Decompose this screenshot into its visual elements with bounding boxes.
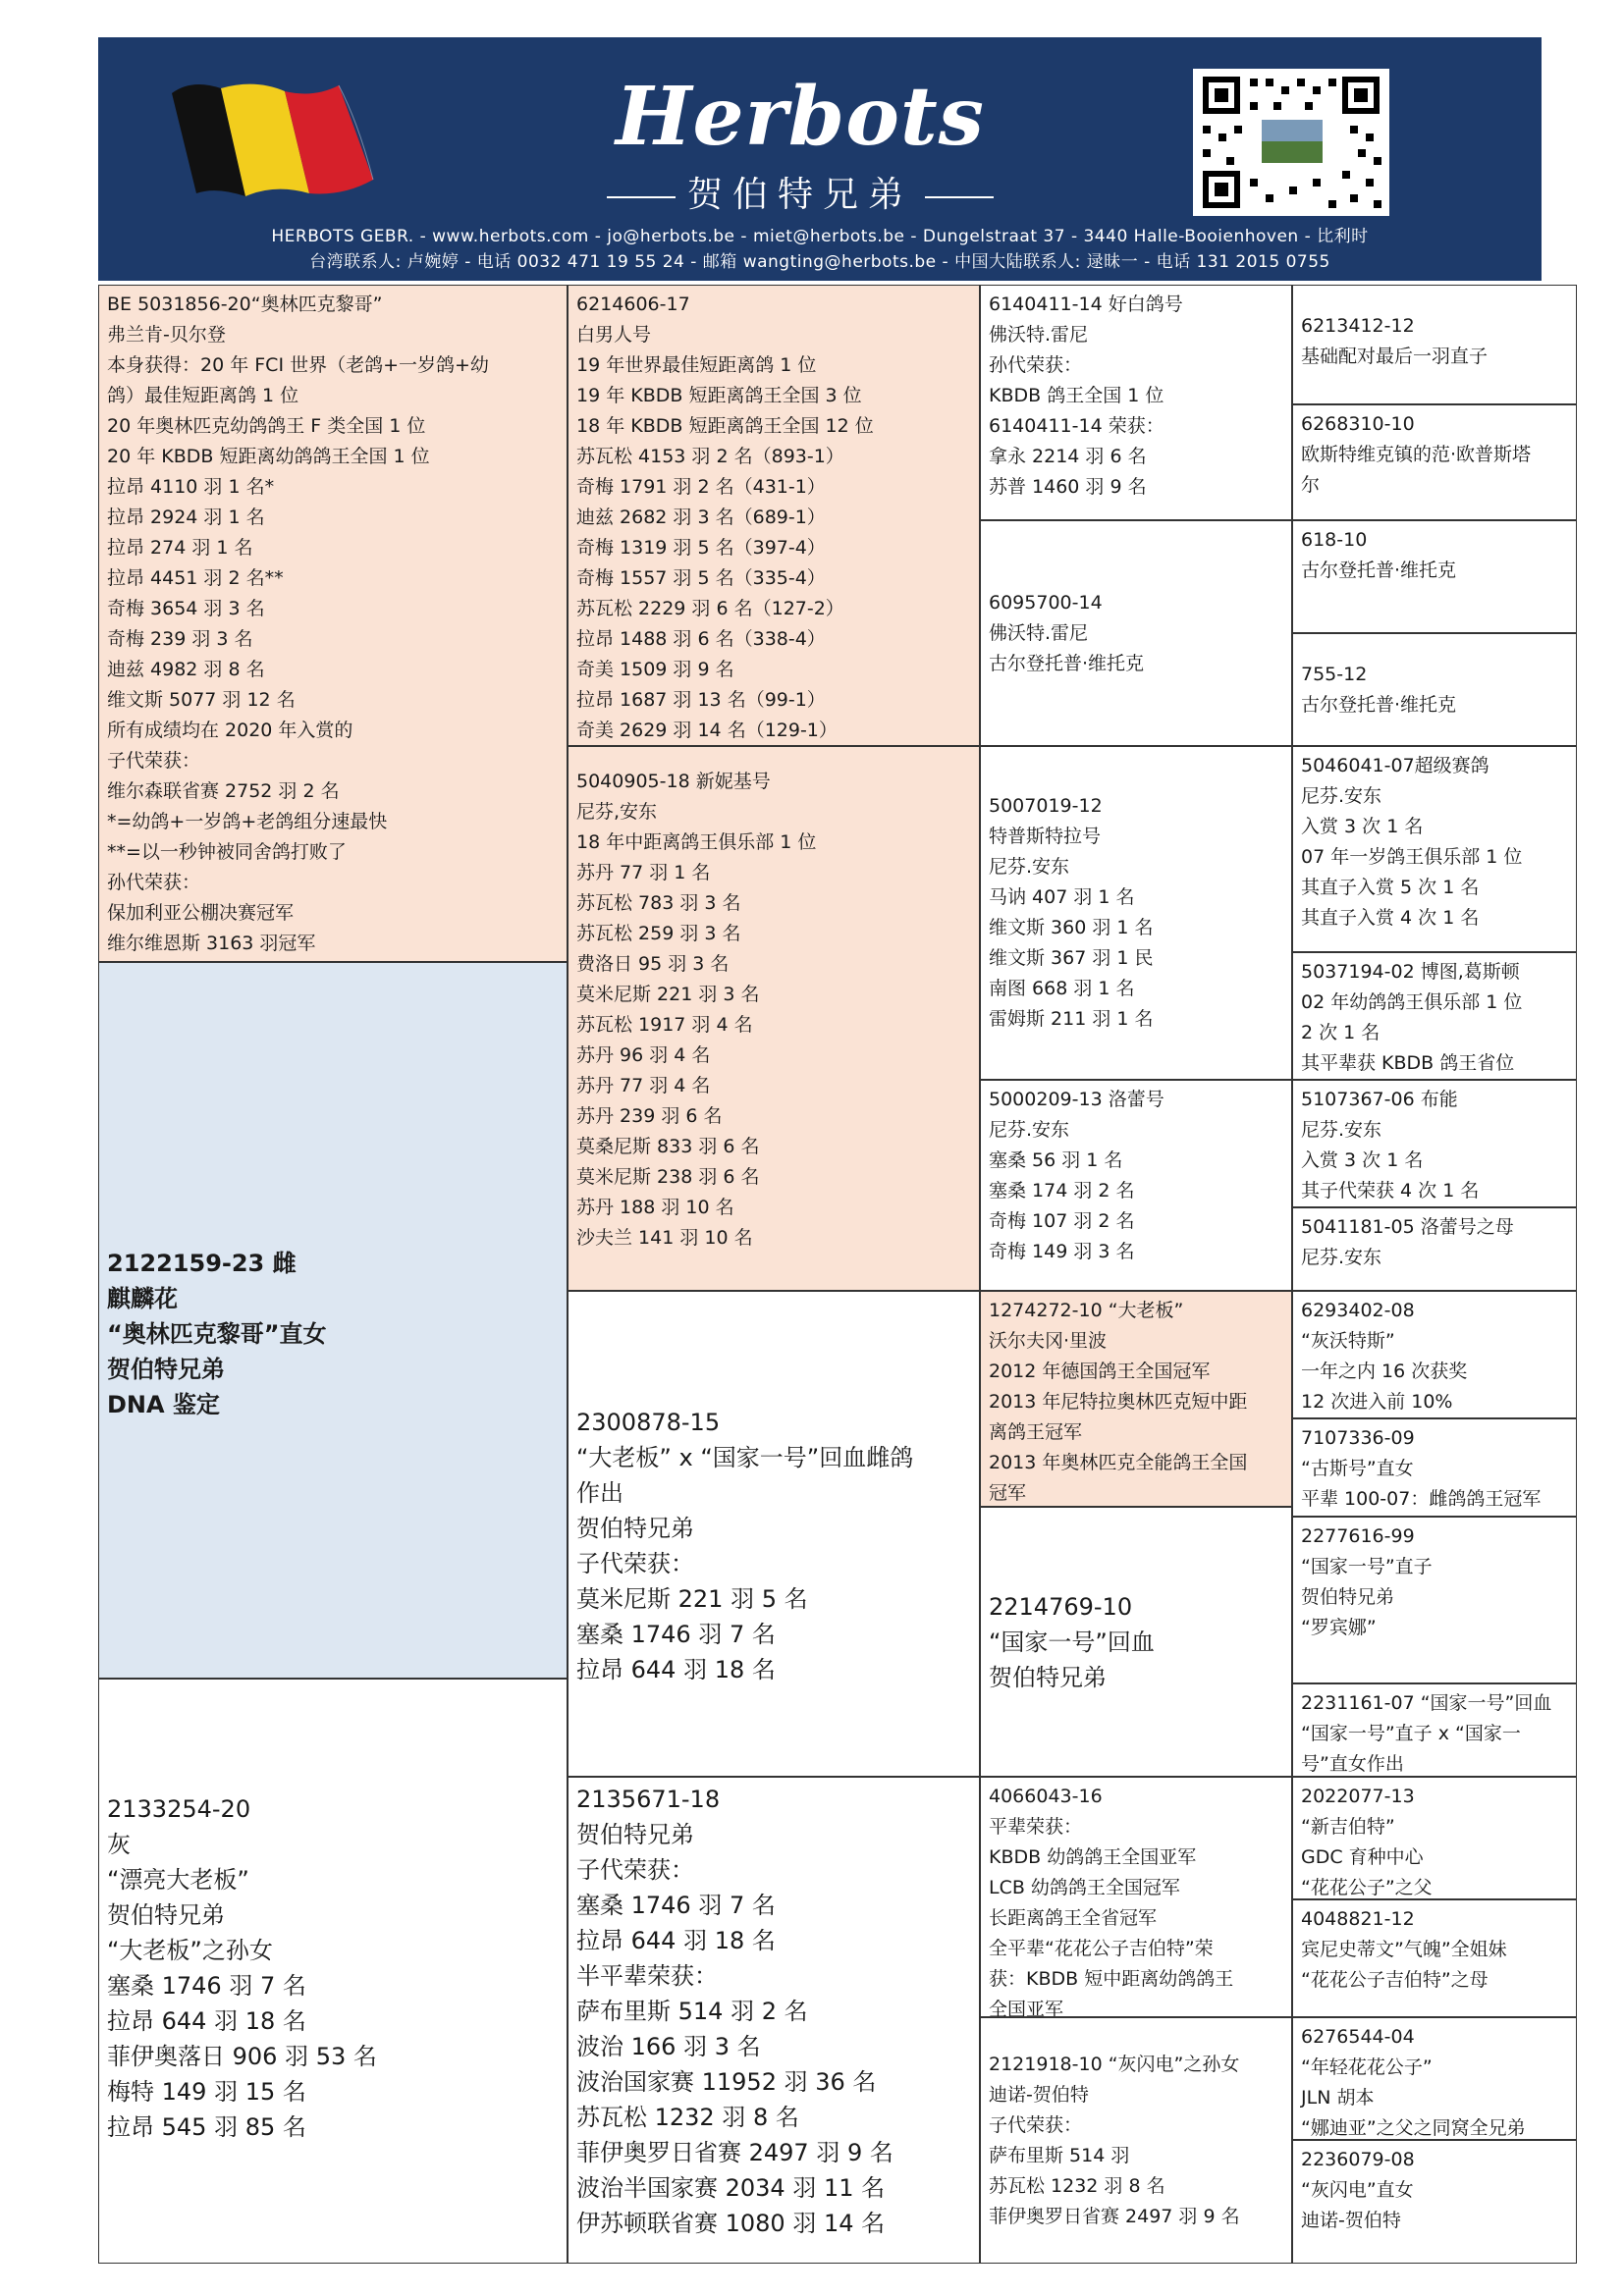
pedigree-line: 4048821-12 xyxy=(1301,1908,1415,1930)
pedigree-line: “国家一号”直子 xyxy=(1301,1556,1433,1577)
pedigree-line: 所有成绩均在 2020 年入赏的 xyxy=(107,720,353,741)
pedigree-line: 本身获得：20 年 FCI 世界（老鸽+一岁鸽+幼 xyxy=(107,354,489,376)
pedigree-line: 尼芬.安东 xyxy=(1301,1119,1382,1141)
pedigree-line: 苏丹 77 羽 4 名 xyxy=(576,1075,711,1096)
pedigree-line: 平辈荣获： xyxy=(989,1816,1083,1838)
g15-cell xyxy=(1292,2017,1577,2140)
pedigree-line: 长距离鸽王全省冠军 xyxy=(989,1907,1158,1929)
dsd-cell xyxy=(980,1507,1292,1777)
pedigree-line: 奇梅 3654 羽 3 名 xyxy=(107,598,265,619)
g5-cell xyxy=(1292,746,1577,952)
pedigree-line: “娜迪亚”之父之同窝全兄弟 xyxy=(1301,2117,1526,2139)
pedigree-line: 2 次 1 名 xyxy=(1301,1022,1380,1043)
pedigree-line: 奇美 2629 羽 14 名（129-1） xyxy=(576,720,838,741)
pedigree-line: 2236079-08 xyxy=(1301,2149,1415,2170)
pedigree-line: 6095700-14 xyxy=(989,591,1103,614)
pedigree-line: 奇梅 107 羽 2 名 xyxy=(989,1210,1135,1232)
pedigree-line: 2121918-10 “灰闪电”之孙女 xyxy=(989,2053,1240,2075)
pedigree-line: 2277616-99 xyxy=(1301,1525,1415,1547)
g1-cell xyxy=(1292,285,1577,404)
pedigree-line: 2012 年德国鸽王全国冠军 xyxy=(989,1361,1211,1382)
pedigree-line: 迪诺-贺伯特 xyxy=(1301,2210,1401,2231)
pedigree-line: 19 年世界最佳短距离鸽 1 位 xyxy=(576,354,817,376)
pedigree-line: 其直子入赏 4 次 1 名 xyxy=(1301,907,1480,929)
pedigree-line: KBDB 鸽王全国 1 位 xyxy=(989,385,1164,406)
pedigree-line: 塞桑 1746 羽 7 名 xyxy=(576,1892,776,1919)
pedigree-line: 塞桑 1746 羽 7 名 xyxy=(107,1972,306,2000)
pedigree-line: 古尔登托普·维托克 xyxy=(1301,560,1457,581)
pedigree-line: 尼芬.安东 xyxy=(989,1119,1070,1141)
pedigree-line: 5040905-18 新妮基号 xyxy=(576,771,771,792)
pedigree-line: 07 年一岁鸽王俱乐部 1 位 xyxy=(1301,846,1523,868)
pedigree-line: 尼芬,安东 xyxy=(576,801,658,823)
dam-cell xyxy=(98,1679,568,2264)
pedigree-line: “花花公子”之父 xyxy=(1301,1877,1433,1898)
pedigree-line: 子代荣获： xyxy=(576,1856,694,1884)
pedigree-line: 5041181-05 洛蕾号之母 xyxy=(1301,1216,1514,1238)
pedigree-line: “罗宾娜” xyxy=(1301,1617,1377,1638)
pedigree-line: 特普斯特拉号 xyxy=(989,826,1102,847)
pedigree-line: “国家一号”回血 xyxy=(989,1628,1155,1656)
pedigree-line: 苏瓦松 783 羽 3 名 xyxy=(576,892,741,914)
pedigree-line: 贺伯特兄弟 xyxy=(576,1821,694,1848)
g10-cell xyxy=(1292,1418,1577,1517)
pedigree-line: 波治半国家赛 2034 羽 11 名 xyxy=(576,2174,886,2202)
pedigree-line: 755-12 xyxy=(1301,663,1368,685)
pedigree-line: 6140411-14 好白鸽号 xyxy=(989,294,1183,315)
pedigree-line: 6213412-12 xyxy=(1301,315,1415,337)
sire-sire-cell xyxy=(568,285,980,746)
pedigree-line: 6293402-08 xyxy=(1301,1300,1415,1321)
pedigree-line: 尼芬.安东 xyxy=(1301,1247,1382,1268)
pedigree-line: 苏瓦松 259 羽 3 名 xyxy=(576,923,741,944)
pedigree-line: 半平辈荣获： xyxy=(576,1962,718,1990)
pedigree-line: 尔 xyxy=(1301,474,1321,496)
pedigree-line: 苏丹 77 羽 1 名 xyxy=(576,862,711,883)
pedigree-line: 菲伊奥落日 906 羽 53 名 xyxy=(107,2043,377,2070)
pedigree-line: 梅特 149 羽 15 名 xyxy=(107,2078,306,2106)
pedigree-line: 奇梅 149 羽 3 名 xyxy=(989,1241,1135,1262)
pedigree-line: 12 次进入前 10% xyxy=(1301,1391,1453,1413)
pedigree-line: 苏丹 188 羽 10 名 xyxy=(576,1197,734,1218)
pedigree-line: 波治国家赛 11952 羽 36 名 xyxy=(576,2068,877,2096)
sire-dam-cell xyxy=(568,746,980,1291)
pedigree-line: 拉昂 644 羽 18 名 xyxy=(576,1656,776,1683)
pedigree-line: “新吉伯特” xyxy=(1301,1816,1395,1838)
pedigree-line: 苏瓦松 1232 羽 8 名 xyxy=(576,2104,799,2131)
pedigree-line: 18 年 KBDB 短距离鸽王全国 12 位 xyxy=(576,415,874,437)
pedigree-line: 2135671-18 xyxy=(576,1786,721,1813)
pedigree-line: LCB 幼鸽鸽王全国冠军 xyxy=(989,1877,1180,1898)
pedigree-line: 子代荣获： xyxy=(107,750,201,772)
pedigree-line: 5037194-02 博图,葛斯顿 xyxy=(1301,961,1520,983)
pedigree-line: 维文斯 5077 羽 12 名 xyxy=(107,689,296,711)
pedigree-line: 塞桑 1746 羽 7 名 xyxy=(576,1621,776,1648)
pedigree-line: GDC 育种中心 xyxy=(1301,1846,1424,1868)
pedigree-line: 莫米尼斯 238 羽 6 名 xyxy=(576,1166,760,1188)
pedigree-line: “漂亮大老板” xyxy=(107,1866,249,1894)
pedigree-line: 2133254-20 xyxy=(107,1795,251,1823)
pedigree-line: 维文斯 367 羽 1 民 xyxy=(989,947,1154,969)
pedigree-line: 伊苏顿联省赛 1080 羽 14 名 xyxy=(576,2210,886,2237)
pedigree-line: 贺伯特兄弟 xyxy=(1301,1586,1395,1608)
pedigree-line: 拉昂 4451 羽 2 名** xyxy=(107,567,284,589)
pedigree-line: 麒麟花 xyxy=(107,1285,178,1312)
pedigree-line: 波治 166 羽 3 名 xyxy=(576,2033,761,2060)
pedigree-line: 拿永 2214 羽 6 名 xyxy=(989,446,1147,467)
herbots-logo xyxy=(589,69,1011,236)
pedigree-line: 贺伯特兄弟 xyxy=(989,1663,1107,1691)
pedigree-line: 维尔森联省赛 2752 羽 2 名 xyxy=(107,780,340,802)
pedigree-line: 弗兰肯-贝尔登 xyxy=(107,324,226,346)
pedigree-line: 萨布里斯 514 羽 xyxy=(989,2144,1130,2166)
pedigree-line: 菲伊奥罗日省赛 2497 羽 9 名 xyxy=(576,2139,893,2166)
belgian-flag-icon xyxy=(152,64,417,201)
pedigree-line: 全国亚军 xyxy=(989,1999,1064,2017)
pedigree-line: 佛沃特.雷尼 xyxy=(989,324,1089,346)
pedigree-line: 维文斯 360 羽 1 名 xyxy=(989,917,1154,938)
pedigree-line: 沙夫兰 141 羽 10 名 xyxy=(576,1227,753,1249)
pedigree-line: 苏瓦松 1232 羽 8 名 xyxy=(989,2174,1165,2197)
pedigree-line: **=以一秒钟被同舍鸽打败了 xyxy=(107,841,347,863)
ddd-cell xyxy=(980,2017,1292,2264)
pedigree-line: 苏瓦松 4153 羽 2 名（893-1） xyxy=(576,446,844,467)
pedigree-line: 苏丹 96 羽 4 名 xyxy=(576,1044,711,1066)
g11-cell xyxy=(1292,1517,1577,1683)
pedigree-line: 作出 xyxy=(576,1479,623,1507)
pedigree-line: 618-10 xyxy=(1301,529,1368,551)
pedigree-line: 莫米尼斯 221 羽 3 名 xyxy=(576,984,760,1005)
pedigree-line: 5107367-06 布能 xyxy=(1301,1089,1458,1110)
ssd-cell xyxy=(980,520,1292,746)
pedigree-line: 马讷 407 羽 1 名 xyxy=(989,886,1135,908)
dss-cell xyxy=(980,1291,1292,1507)
pedigree-line: 其平辈获 KBDB 鸽王省位 xyxy=(1301,1052,1515,1074)
g14-cell xyxy=(1292,1899,1577,2017)
pedigree-line: 贺伯特兄弟 xyxy=(107,1901,225,1929)
pedigree-line: 雷姆斯 211 羽 1 名 xyxy=(989,1008,1154,1030)
pedigree-line: 孙代荣获： xyxy=(989,354,1083,376)
dds-cell xyxy=(980,1777,1292,2017)
qr-code-icon xyxy=(1193,69,1389,216)
pedigree-line: 白男人号 xyxy=(576,324,652,346)
pedigree-line: “奥林匹克黎哥”直女 xyxy=(107,1320,327,1348)
pedigree-line: 18 年中距离鸽王俱乐部 1 位 xyxy=(576,831,817,853)
pedigree-line: 1274272-10 “大老板” xyxy=(989,1300,1184,1321)
pedigree-line: 2300878-15 xyxy=(576,1409,721,1436)
pedigree-line: 苏丹 239 羽 6 名 xyxy=(576,1105,723,1127)
pedigree-line: 尼芬.安东 xyxy=(989,856,1070,878)
g4-cell xyxy=(1292,633,1577,746)
pedigree-line: 迪兹 4982 羽 8 名 xyxy=(107,659,265,680)
pedigree-line: 5000209-13 洛蕾号 xyxy=(989,1089,1164,1110)
pedigree-line: 19 年 KBDB 短距离鸽王全国 3 位 xyxy=(576,385,862,406)
pedigree-line: 维尔维恩斯 3163 羽冠军 xyxy=(107,933,316,954)
pedigree-line: BE 5031856-20“奥林匹克黎哥” xyxy=(107,294,383,315)
pedigree-line: 塞桑 56 羽 1 名 xyxy=(989,1149,1123,1171)
g3-cell xyxy=(1292,520,1577,633)
logo-chinese-label: 贺伯特兄弟 xyxy=(686,175,913,215)
logo-script-text: Herbots xyxy=(616,70,985,164)
pedigree-line: 奇梅 1791 羽 2 名（431-1） xyxy=(576,476,826,498)
pedigree-line: 2022077-13 xyxy=(1301,1786,1415,1807)
pedigree-line: 奇梅 239 羽 3 名 xyxy=(107,628,253,650)
pedigree-line: 20 年奥林匹克幼鸽鸽王 F 类全国 1 位 xyxy=(107,415,426,437)
sdd-cell xyxy=(980,1080,1292,1291)
pedigree-line: 6214606-17 xyxy=(576,294,690,315)
pedigree-line: 拉昂 644 羽 18 名 xyxy=(576,1927,776,1954)
pedigree-line: 获：KBDB 短中距离幼鸽鸽王 xyxy=(989,1968,1234,1990)
pedigree-line: 02 年幼鸽鸽王俱乐部 1 位 xyxy=(1301,991,1523,1013)
pedigree-line: 鸽）最佳短距离鸽 1 位 xyxy=(107,385,299,406)
subject-cell xyxy=(98,962,568,1679)
pedigree-line: 保加利亚公棚决赛冠军 xyxy=(107,902,295,924)
pedigree-line: “国家一号”直子 x “国家一 xyxy=(1301,1723,1521,1744)
g7-cell xyxy=(1292,1080,1577,1207)
pedigree-line: 奇梅 1557 羽 5 名（335-4） xyxy=(576,567,826,589)
pedigree-line: 5007019-12 xyxy=(989,795,1103,817)
pedigree-line: 莫桑尼斯 833 羽 6 名 xyxy=(576,1136,760,1157)
pedigree-line: 其直子入赏 5 次 1 名 xyxy=(1301,877,1480,898)
pedigree-line: 4066043-16 xyxy=(989,1786,1103,1807)
pedigree-line: 塞桑 174 羽 2 名 xyxy=(989,1180,1135,1201)
pedigree-line: 2231161-07 “国家一号”回血 xyxy=(1301,1692,1552,1714)
pedigree-line: “大老板” x “国家一号”回血雌鸽 xyxy=(576,1444,914,1471)
pedigree-line: 2013 年奥林匹克全能鸽王全国 xyxy=(989,1452,1248,1473)
pedigree-line: 苏瓦松 1917 羽 4 名 xyxy=(576,1014,753,1036)
pedigree-line: 2122159-23 雌 xyxy=(107,1250,297,1277)
pedigree-line: 入赏 3 次 1 名 xyxy=(1301,816,1424,837)
g2-cell xyxy=(1292,404,1577,520)
g6-cell xyxy=(1292,952,1577,1080)
pedigree-line: 古尔登托普·维托克 xyxy=(1301,693,1457,716)
pedigree-line: 迪诺-贺伯特 xyxy=(989,2083,1089,2106)
pedigree-line: 宾尼史蒂文”气魄”全姐妹 xyxy=(1301,1939,1507,1960)
g9-cell xyxy=(1292,1291,1577,1418)
pedigree-line: 其子代荣获 4 次 1 名 xyxy=(1301,1180,1480,1201)
pedigree-line: 拉昂 1488 羽 6 名（338-4） xyxy=(576,628,826,650)
pedigree-line: 拉昂 4110 羽 1 名* xyxy=(107,476,275,498)
pedigree-line: 号”直女作出 xyxy=(1301,1753,1404,1775)
pedigree-line: 7107336-09 xyxy=(1301,1427,1415,1449)
pedigree-line: “古斯号”直女 xyxy=(1301,1458,1414,1479)
pedigree-line: 子代荣获： xyxy=(576,1550,694,1577)
pedigree-line: 6268310-10 xyxy=(1301,413,1415,435)
pedigree-line: 基础配对最后一羽直子 xyxy=(1301,346,1489,367)
pedigree-line: 6276544-04 xyxy=(1301,2026,1415,2048)
pedigree-line: 迪兹 2682 羽 3 名（689-1） xyxy=(576,507,826,528)
pedigree-line: 贺伯特兄弟 xyxy=(107,1356,225,1383)
pedigree-line: 萨布里斯 514 羽 2 名 xyxy=(576,1998,808,2025)
pedigree-line: 拉昂 644 羽 18 名 xyxy=(107,2007,306,2035)
pedigree-line: 2013 年尼特拉奥林匹克短中距 xyxy=(989,1391,1248,1413)
pedigree-line: 贺伯特兄弟 xyxy=(576,1515,694,1542)
pedigree-line: 拉昂 2924 羽 1 名 xyxy=(107,507,265,528)
pedigree-line: 苏瓦松 2229 羽 6 名（127-2） xyxy=(576,598,844,619)
logo-chinese-text xyxy=(589,167,1011,217)
pedigree-line: 菲伊奥罗日省赛 2497 羽 9 名 xyxy=(989,2205,1240,2227)
pedigree-line: “花花公子吉伯特”之母 xyxy=(1301,1969,1489,1991)
pedigree-line: 孙代荣获： xyxy=(107,872,201,893)
pedigree-line: 6140411-14 荣获： xyxy=(989,415,1164,437)
pedigree-line: 莫米尼斯 221 羽 5 名 xyxy=(576,1585,808,1613)
pedigree-line: 费洛日 95 羽 3 名 xyxy=(576,953,730,975)
pedigree-line: “年轻花花公子” xyxy=(1301,2056,1433,2078)
pedigree-line: 平辈 100-07：雌鸽鸽王冠军 xyxy=(1301,1488,1542,1510)
pedigree-line: 南图 668 羽 1 名 xyxy=(989,978,1135,999)
pedigree-line: 冠军 xyxy=(989,1482,1027,1504)
pedigree-line: 奇美 1509 羽 9 名 xyxy=(576,659,734,680)
pedigree-line: 拉昂 1687 羽 13 名（99-1） xyxy=(576,689,826,711)
pedigree-line: 拉昂 545 羽 85 名 xyxy=(107,2113,306,2141)
pedigree-line: 拉昂 274 羽 1 名 xyxy=(107,537,253,559)
pedigree-line: 子代荣获： xyxy=(989,2113,1083,2136)
pedigree-line: “大老板”之孙女 xyxy=(107,1937,273,1964)
pedigree-line: 佛沃特.雷尼 xyxy=(989,621,1089,644)
pedigree-line: “灰沃特斯” xyxy=(1301,1330,1395,1352)
pedigree-line: 离鸽王冠军 xyxy=(989,1421,1083,1443)
pedigree-line: 一年之内 16 次获奖 xyxy=(1301,1361,1468,1382)
pedigree-line: KBDB 幼鸽鸽王全国亚军 xyxy=(989,1846,1197,1868)
pedigree-line: 入赏 3 次 1 名 xyxy=(1301,1149,1424,1171)
pedigree-line: 沃尔夫冈·里波 xyxy=(989,1330,1108,1352)
pedigree-line: 苏普 1460 羽 9 名 xyxy=(989,476,1147,498)
pedigree-line: “灰闪电”直女 xyxy=(1301,2179,1414,2201)
dam-dam-cell xyxy=(568,1777,980,2264)
pedigree-line: 灰 xyxy=(107,1831,131,1858)
pedigree-table xyxy=(98,285,1577,2264)
contact-line-2: 台湾联系人: 卢婉婷 - 电话 0032 471 19 55 24 - 邮箱 wangting@herbots.be - 中国大陆联系人: 逯昧一 - 电话 131 2015 0755 xyxy=(309,252,1330,272)
sire-cell xyxy=(98,285,568,962)
pedigree-line: 5046041-07超级赛鸽 xyxy=(1301,755,1489,776)
pedigree-line: 古尔登托普·维托克 xyxy=(989,652,1145,674)
dam-sire-cell xyxy=(568,1291,980,1777)
pedigree-line: DNA 鉴定 xyxy=(107,1391,220,1418)
pedigree-line: 尼芬.安东 xyxy=(1301,785,1382,807)
g16-cell xyxy=(1292,2140,1577,2264)
pedigree-line: 20 年 KBDB 短距离幼鸽鸽王全国 1 位 xyxy=(107,446,430,467)
pedigree-line: 奇梅 1319 羽 5 名（397-4） xyxy=(576,537,826,559)
pedigree-line: JLN 胡本 xyxy=(1301,2087,1375,2109)
sds-cell xyxy=(980,746,1292,1080)
pedigree-line: *=幼鸽+一岁鸽+老鸽组分速最快 xyxy=(107,811,388,832)
contact-info xyxy=(98,224,1542,281)
g13-cell xyxy=(1292,1777,1577,1899)
contact-line-1: HERBOTS GEBR. - www.herbots.com - jo@herbots.be - miet@herbots.be - Dungelstraat 37 - 3440 Halle-Booienhoven - 比利时 xyxy=(271,227,1369,246)
g12-cell xyxy=(1292,1683,1577,1777)
g8-cell xyxy=(1292,1207,1577,1291)
pedigree-line: 全平辈“花花公子吉伯特”荣 xyxy=(989,1938,1214,1959)
pedigree-line: 欧斯特维克镇的范·欧普斯塔 xyxy=(1301,444,1532,465)
sss-cell xyxy=(980,285,1292,520)
pedigree-line: 2214769-10 xyxy=(989,1592,1133,1621)
